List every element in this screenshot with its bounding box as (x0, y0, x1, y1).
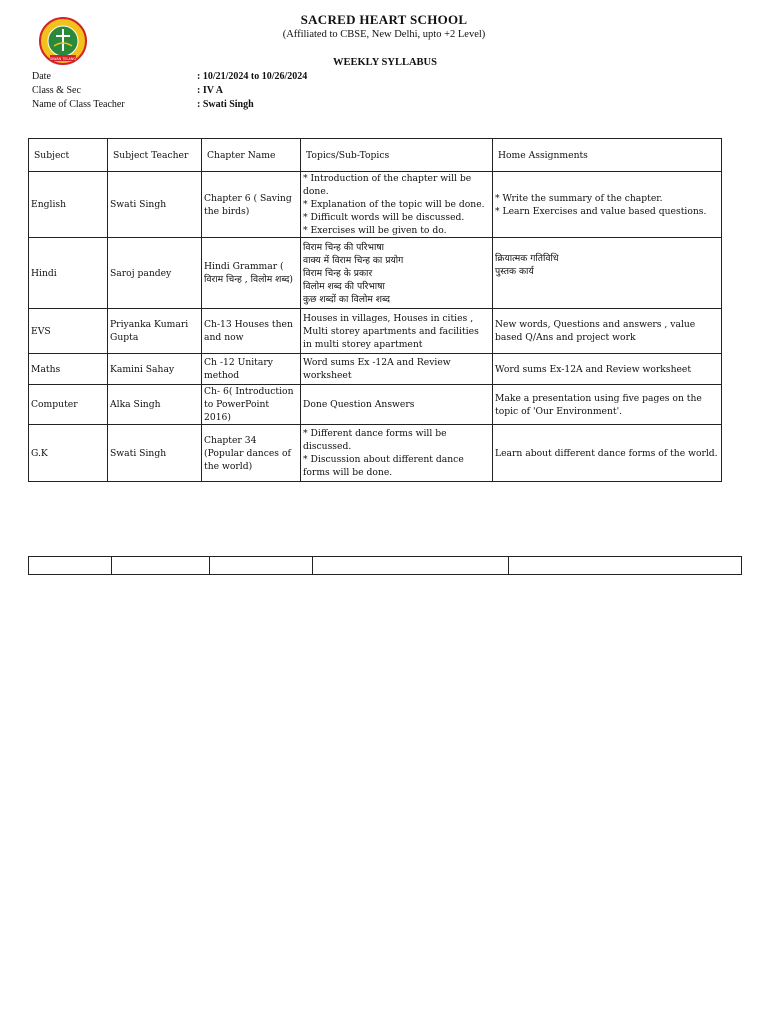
meta-info (32, 70, 532, 112)
chapter-cell: Chapter 6 ( Saving the birds) (202, 172, 301, 238)
homework-cell: New words, Questions and answers , value based Q/Ans and project work (493, 309, 722, 354)
subject-cell: EVS (29, 309, 108, 354)
teacher-cell: Kamini Sahay (108, 354, 202, 385)
meta-value: : 10/21/2024 to 10/26/2024 (197, 71, 308, 82)
topic-line: विलोम शब्द की परिभाषा (303, 280, 385, 292)
svg-text:SIWAN TELANG: SIWAN TELANG (50, 56, 76, 61)
topics-cell: Done Question Answers (301, 385, 493, 425)
homework-cell (493, 238, 722, 309)
empty-cell (509, 557, 742, 575)
topic-line: * Different dance forms will be discussed. (303, 428, 447, 452)
teacher-cell: Swati Singh (108, 425, 202, 482)
teacher-cell: Priyanka Kumari Gupta (108, 309, 202, 354)
subject-cell: English (29, 172, 108, 238)
homework-line: * Write the summary of the chapter. (495, 192, 663, 204)
table-row (29, 309, 722, 354)
table-row (29, 172, 722, 238)
homework-cell: Word sums Ex-12A and Review worksheet (493, 354, 722, 385)
meta-label: Class & Sec (32, 85, 81, 96)
topic-line: * Explanation of the topic will be done. (303, 199, 485, 210)
column-header: Subject Teacher (108, 139, 202, 172)
table-row (29, 238, 722, 309)
subject-cell: Hindi (29, 238, 108, 309)
teacher-cell: Saroj pandey (108, 238, 202, 309)
meta-class (32, 84, 532, 98)
teacher-cell: Alka Singh (108, 385, 202, 425)
chapter-cell: Chapter 34 (Popular dances of the world) (202, 425, 301, 482)
subject-cell: Maths (29, 354, 108, 385)
chapter-cell: Ch -12 Unitary method (202, 354, 301, 385)
meta-label: Name of Class Teacher (32, 99, 125, 110)
homework-line: पुस्तक कार्य (495, 266, 534, 277)
topics-cell (301, 425, 493, 482)
empty-table-row (28, 556, 742, 575)
table-row (29, 557, 742, 575)
table-row (29, 385, 722, 425)
topic-line: कुछ शब्दों का विलोम शब्द (303, 293, 390, 305)
column-header: Topics/Sub-Topics (301, 139, 493, 172)
table-row (29, 425, 722, 482)
affiliation-text: (Affiliated to CBSE, New Delhi, upto +2 Level) (282, 29, 486, 40)
topic-line: * Exercises will be given to do. (303, 225, 447, 236)
meta-teacher (32, 98, 532, 112)
chapter-cell: Ch- 6( Introduction to PowerPoint 2016) (202, 385, 301, 425)
topics-cell: Houses in villages, Houses in cities , Multi storey apartments and facilities in multi storey apartment (301, 309, 493, 354)
homework-line: * Learn Exercises and value based questions. (495, 205, 707, 217)
topic-line: विराम चिन्ह की परिभाषा (303, 241, 385, 253)
topic-line: * Discussion about different dance forms will be done. (303, 454, 464, 478)
subject-cell: G.K (29, 425, 108, 482)
topics-cell (301, 172, 493, 238)
topics-cell: Word sums Ex -12A and Review worksheet (301, 354, 493, 385)
syllabus-table (28, 138, 722, 482)
topic-line: * Difficult words will be discussed. (303, 212, 465, 223)
empty-cell (112, 557, 210, 575)
empty-cell (29, 557, 112, 575)
topics-cell (301, 238, 493, 309)
meta-date (32, 70, 532, 84)
empty-cell (210, 557, 313, 575)
column-header: Chapter Name (202, 139, 301, 172)
chapter-cell: Ch-13 Houses then and now (202, 309, 301, 354)
empty-cell (313, 557, 509, 575)
topic-line: वाक्य में विराम चिन्ह का प्रयोग (303, 254, 404, 266)
column-header: Subject (29, 139, 108, 172)
subject-cell: Computer (29, 385, 108, 425)
meta-value: : IV A (197, 85, 223, 96)
document-title: WEEKLY SYLLABUS (333, 57, 437, 68)
topic-line: विराम चिन्ह के प्रकार (303, 267, 373, 279)
meta-value: : Swati Singh (197, 99, 254, 110)
school-name: SACRED HEART SCHOOL (300, 12, 468, 27)
homework-cell: Make a presentation using five pages on the topic of 'Our Environment'. (493, 385, 722, 425)
chapter-cell: Hindi Grammar ( विराम चिन्ह , विलोम शब्द) (202, 238, 301, 309)
table-header-row (29, 139, 722, 172)
homework-cell (493, 172, 722, 238)
meta-label: Date (32, 71, 51, 82)
homework-line: क्रियात्मक गतिविधि (495, 253, 559, 264)
homework-cell: Learn about different dance forms of the world. (493, 425, 722, 482)
topic-line: * Introduction of the chapter will be done. (303, 173, 472, 197)
teacher-cell: Swati Singh (108, 172, 202, 238)
table-row (29, 354, 722, 385)
column-header: Home Assignments (493, 139, 722, 172)
